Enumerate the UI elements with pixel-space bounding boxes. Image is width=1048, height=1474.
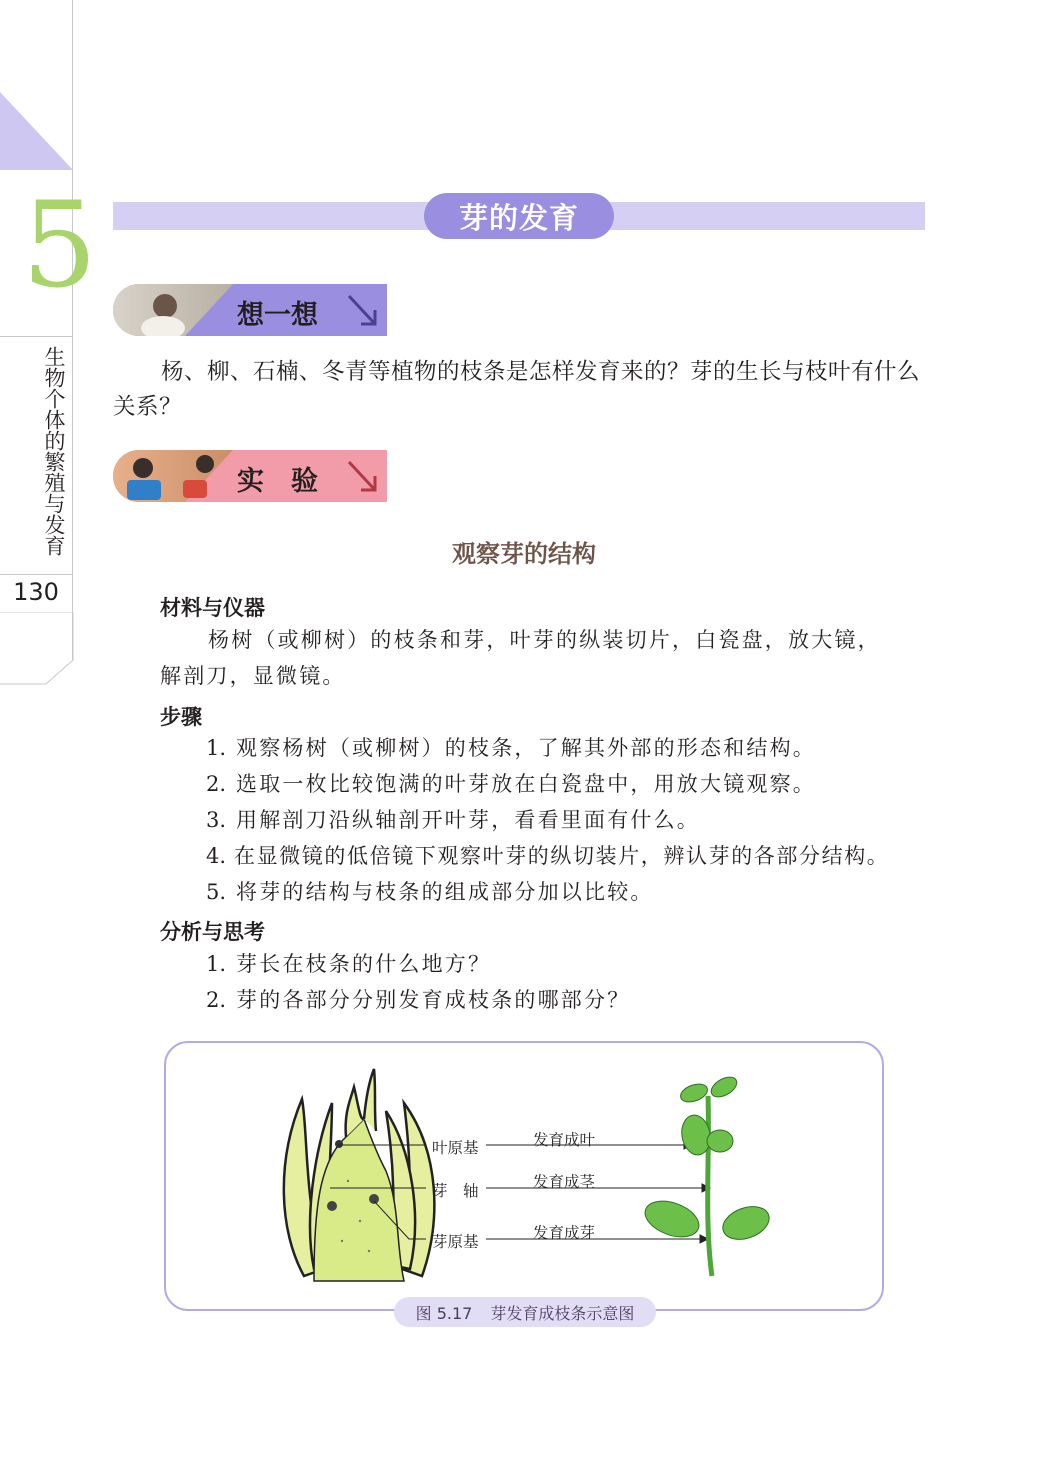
step-text: 选取一枚比较饱满的叶芽放在白瓷盘中，用放大镜观察。 — [236, 772, 816, 796]
step-text: 在显微镜的低倍镜下观察叶芽的纵切装片，辨认芽的各部分结构。 — [234, 844, 890, 868]
step-text: 观察杨树（或柳树）的枝条，了解其外部的形态和结构。 — [236, 736, 816, 760]
step-number: 2. — [206, 772, 227, 796]
chapter-number: 5 — [22, 176, 98, 314]
label-bud-primordium: 芽原基 — [432, 1233, 479, 1251]
materials-line-2: 解剖刀，显微镜。 — [160, 664, 346, 688]
label-develops-into-leaf: 发育成叶 — [533, 1131, 596, 1149]
sidebar-corner — [0, 612, 74, 688]
label-leaf-primordium: 叶原基 — [432, 1139, 479, 1157]
step-text: 将芽的结构与枝条的组成部分加以比较。 — [236, 880, 654, 904]
bud-to-shoot-diagram — [164, 1041, 884, 1311]
leaf-icon — [678, 1081, 710, 1106]
experiment-title: 观察芽的结构 — [452, 540, 596, 568]
sidebar-rule — [0, 336, 73, 337]
think-question: 杨、柳、石楠、冬青等植物的枝条是怎样发育来的？芽的生长与枝叶有什么关系？ — [113, 359, 921, 420]
bud-section-illustration — [284, 1069, 435, 1281]
section-title: 芽的发育 — [458, 200, 579, 235]
shoot-illustration — [640, 1073, 773, 1276]
page-number: 130 — [13, 578, 59, 606]
question-number: 2. — [206, 988, 227, 1012]
leaf-icon — [718, 1201, 773, 1246]
chapter-tab-triangle — [0, 92, 73, 170]
step-number: 1. — [206, 736, 227, 760]
students-photo-icon — [133, 458, 153, 478]
question-text: 芽的各部分分别发育成枝条的哪部分？ — [236, 988, 631, 1012]
figure-caption — [394, 1297, 656, 1327]
chapter-title: 生物个体的繁殖与发育 — [42, 346, 66, 556]
step-number: 4. — [206, 844, 227, 868]
student-photo-icon — [153, 294, 177, 318]
section-title-pill — [424, 193, 614, 239]
label-develops-into-stem: 发育成茎 — [533, 1173, 596, 1191]
leaf-icon — [708, 1073, 740, 1101]
experiment-banner-label: 实 验 — [237, 466, 318, 497]
label-bud-axis: 芽 轴 — [432, 1182, 479, 1200]
leaf-icon — [640, 1194, 704, 1243]
think-banner — [113, 284, 387, 336]
step-text: 用解剖刀沿纵轴剖开叶芽，看看里面有什么。 — [236, 808, 700, 832]
analysis-heading: 分析与思考 — [160, 920, 265, 944]
step-number: 5. — [206, 880, 227, 904]
materials-heading: 材料与仪器 — [160, 596, 265, 620]
leaf-icon — [707, 1130, 733, 1152]
think-banner-label: 想一想 — [237, 300, 318, 331]
question-number: 1. — [206, 952, 227, 976]
sidebar-rule — [0, 574, 73, 575]
experiment-banner — [113, 450, 387, 502]
figure-caption-text: 芽发育成枝条示意图 — [490, 1303, 635, 1323]
materials-line-1: 杨树（或柳树）的枝条和芽，叶芽的纵装切片，白瓷盘，放大镜， — [208, 628, 881, 652]
figure-caption-number: 图 5.17 — [415, 1303, 473, 1323]
steps-heading: 步骤 — [160, 705, 202, 729]
step-number: 3. — [206, 808, 227, 832]
question-text: 芽长在枝条的什么地方？ — [236, 952, 492, 976]
label-develops-into-bud: 发育成芽 — [533, 1224, 596, 1242]
